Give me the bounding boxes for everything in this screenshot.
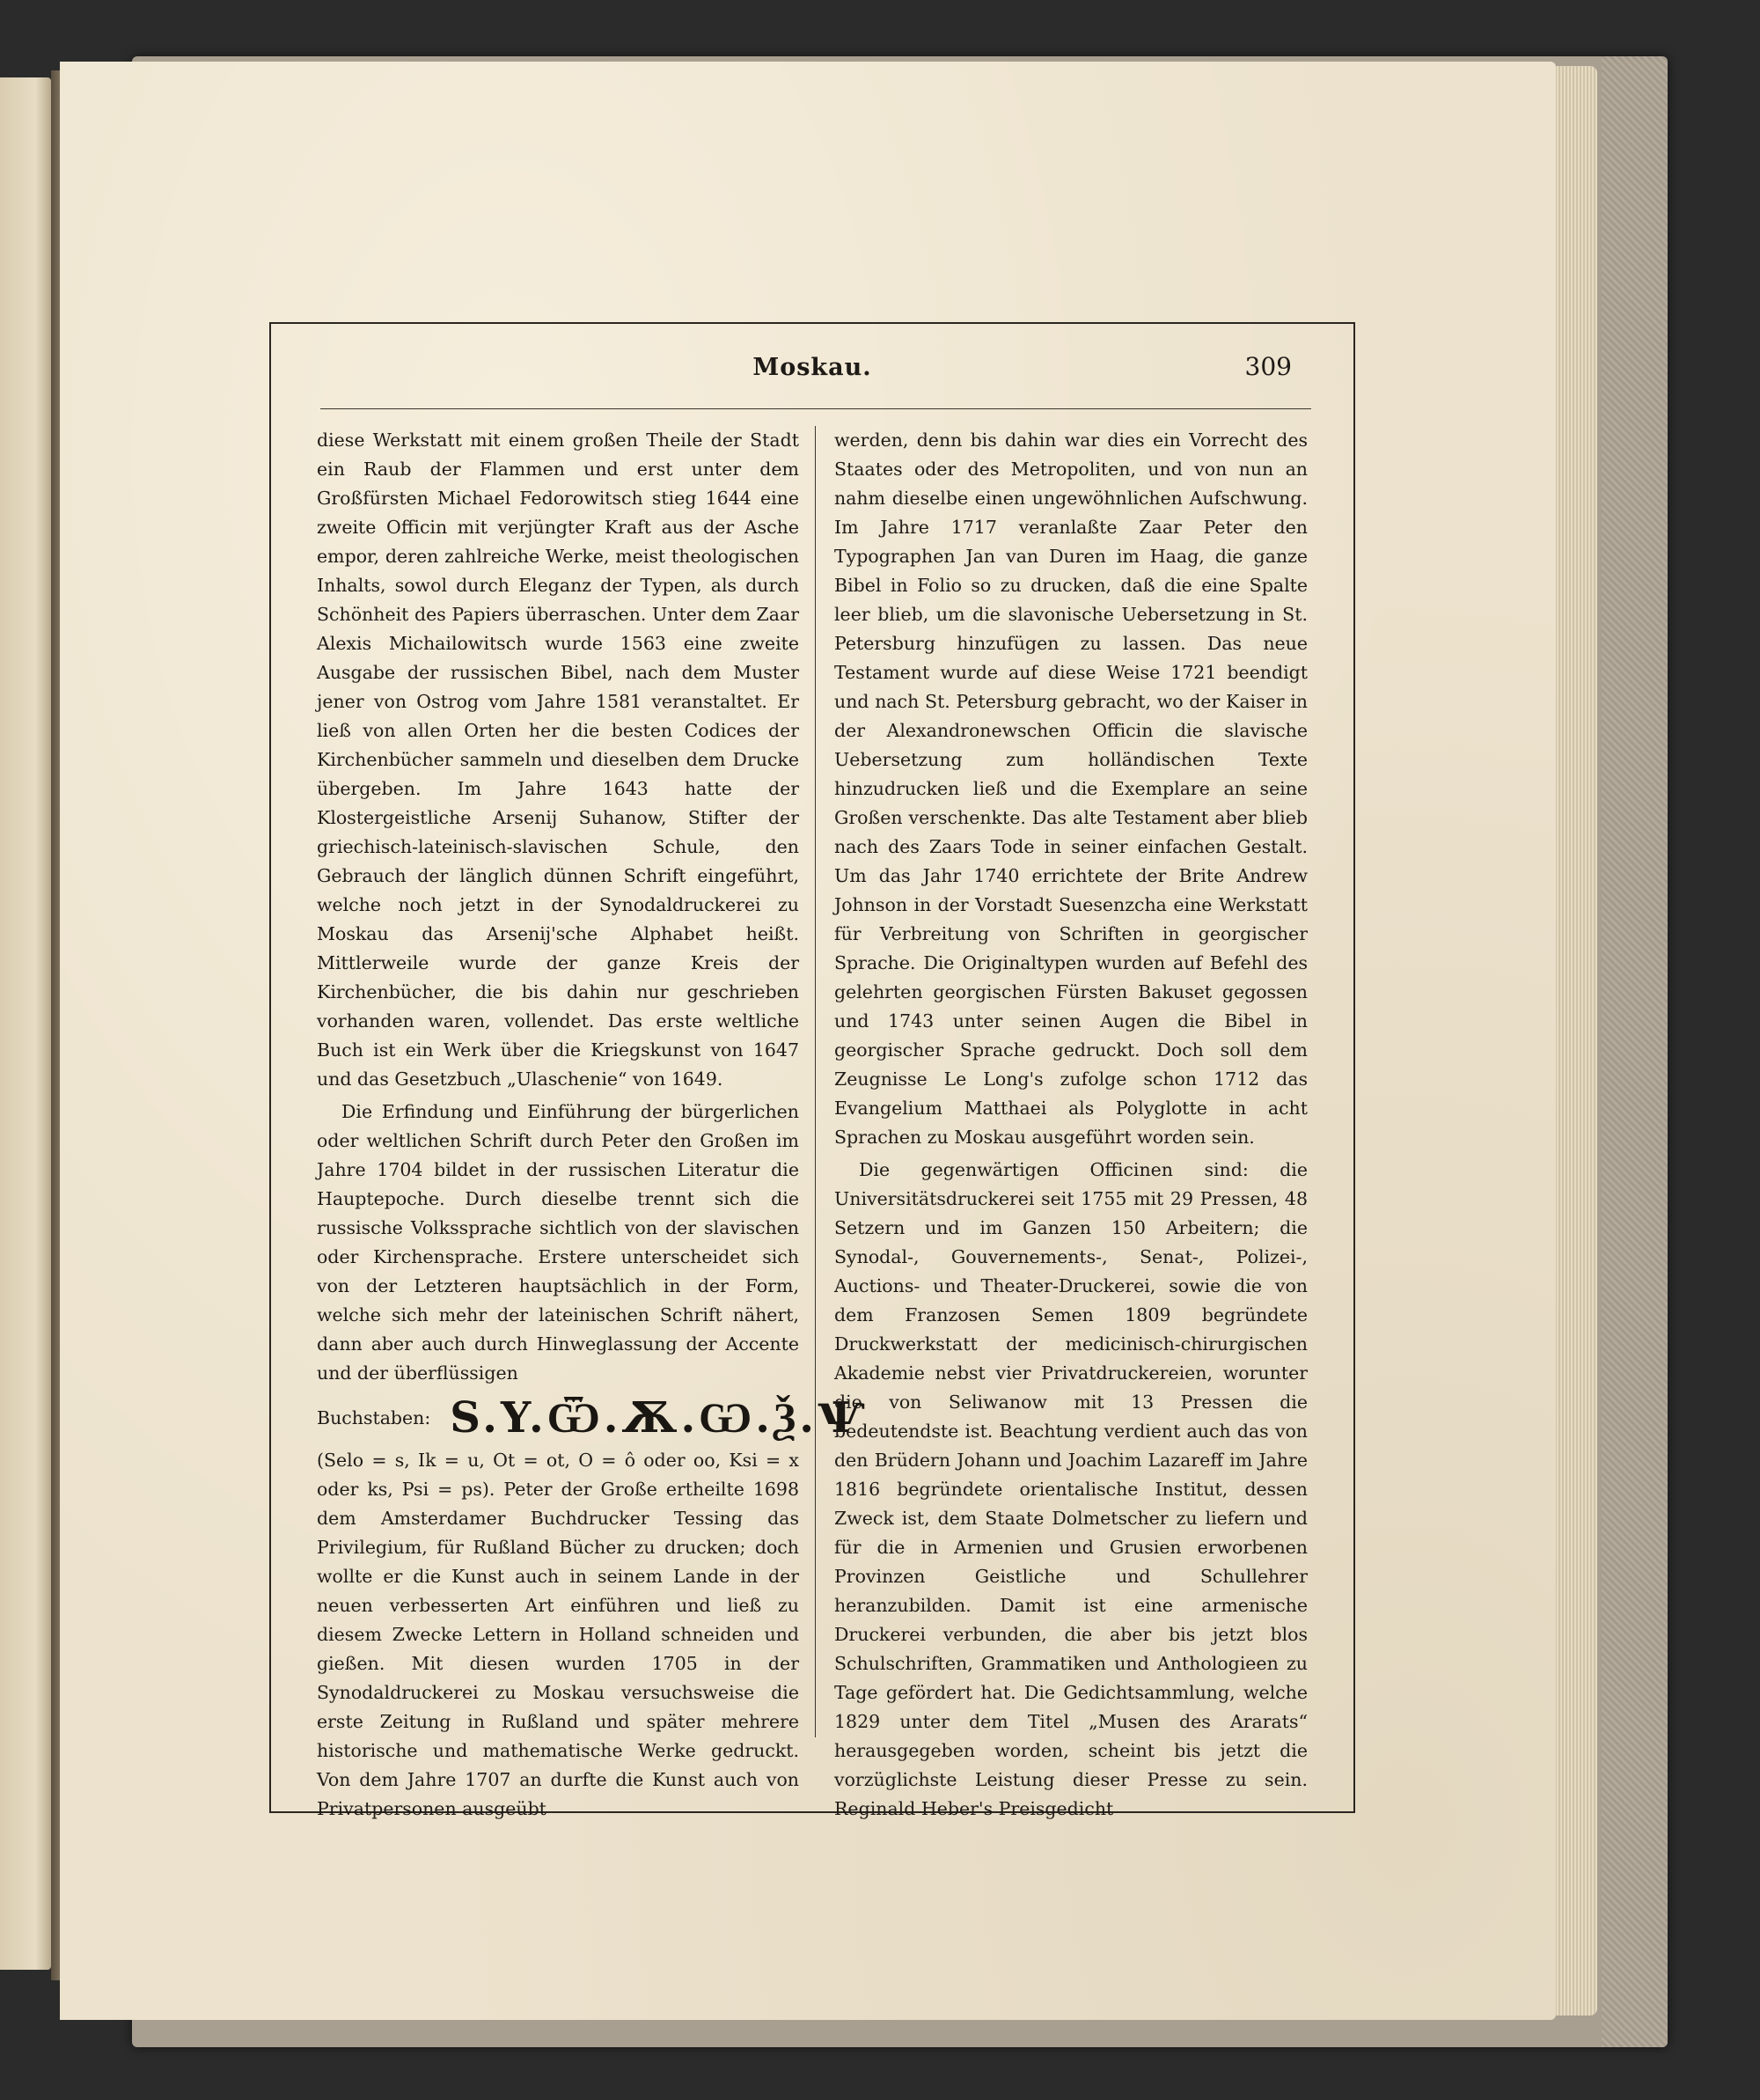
column-divider [815,426,816,1737]
text-frame [269,322,1355,1819]
glyph-label: Buchstaben: [317,1406,431,1428]
right-page [60,62,1556,2020]
left-column [317,426,868,1824]
page-title: Moskau. [752,354,872,381]
paragraph: Die gegenwärtigen Officinen sind: die Universitätsdruckerei seit 1755 mit 29 Pressen, 48 Setzern und im Ganzen 150 Arbeitern; die Synodal-, Gouvernements-, Senat-, Polizei-, Auctions- und Theater-Druckerei, sowie die von dem Franzosen Semen 1809 begründete Druckwerkstatt der medicinisch-chirurgischen Akademie nebst vier Privatdruckereien, worunter die von Seliwanow mit 13 Pressen die bedeutendste ist. Beachtung verdient auch das von den Brüdern Johann und Joachim Lazareff im Jahre 1816 begründete orientalische Institut, dessen Zweck ist, dem Staate Dolmetscher zu liefern und für die in Armenien und Grusien erworbenen Provinzen Geistliche und Schullehrer heranzubilden. Damit ist eine armenische Druckerei verbunden, die aber bis jetzt blos Schulschriften, Grammatiken und Anthologieen zu Tage gefördert hat. Die Gedichtsammlung, welche 1829 unter dem Titel „Musen des Ararats“ herausgegeben worden, scheint bis jetzt die vorzüglichste Leistung dieser Presse zu sein. Reginald Heber's Preisgedicht [834,1159,1308,1819]
page-number: 309 [1244,352,1292,381]
slavonic-letters-image: S.Y.Ѿ.Ѫ.Ѡ.Ѯ.Ѱ [450,1392,868,1443]
glyph-specimen [317,1390,868,1446]
right-column [834,426,1308,1824]
header-rule [320,408,1311,409]
paragraph: werden, denn bis dahin war dies ein Vorrecht des Staates oder des Metropoliten, und von nun an nahm dieselbe einen ungewöhnlichen Aufschwung. Im Jahre 1717 veranlaßte Zaar Peter den Typographen Jan van Duren im Haag, die ganze Bibel in Folio so zu drucken, daß die eine Spalte leer blieb, um die slavonische Uebersetzung in St. Petersburg hinzufügen zu lassen. Das neue Testament wurde auf diese Weise 1721 beendigt und nach St. Petersburg gebracht, wo der Kaiser in der Alexandronewschen Officin die slavische Uebersetzung zum holländischen Texte hinzudrucken ließ und die Exemplare an seine Großen verschenkte. Das alte Testament aber blieb nach des Zaars Tode in seiner einfachen Gestalt. Um das Jahr 1740 errichtete der Brite Andrew Johnson in der Vorstadt Suesenzcha eine Werkstatt für Verbreitung von Schriften in georgischer Sprache. Die Originaltypen wurden auf Befehl des gelehrten georgischen Fürsten Bakuset gegossen und 1743 unter seinen Augen die Bibel in georgischer Sprache gedruckt. Doch soll dem Zeugnisse Le Long's zufolge schon 1712 das Evangelium Matthaei als Polyglotte in acht Sprachen zu Moskau ausgeführt worden sein. [834,430,1308,1148]
paragraph: diese Werkstatt mit einem großen Theile der Stadt ein Raub der Flammen und erst unter dem Großfürsten Michael Fedorowitsch stieg 1644 eine zweite Officin mit verjüngter Kraft aus der Asche empor, deren zahlreiche Werke, meist theologischen Inhalts, sowol durch Eleganz der Typen, als durch Schönheit des Papiers überraschen. Unter dem Zaar Alexis Michailowitsch wurde 1563 eine zweite Ausgabe der russischen Bibel, nach dem Muster jener von Ostrog vom Jahre 1581 veranstaltet. Er ließ von allen Orten her die besten Codices der Kirchenbücher sammeln und dieselben dem Drucke übergeben. Im Jahre 1643 hatte der Klostergeistliche Arsenij Suhanow, Stifter der griechisch-lateinisch-slavischen Schule, den Gebrauch der länglich dünnen Schrift eingeführt, welche noch jetzt in der Synodaldruckerei zu Moskau das Arsenij'sche Alphabet heißt. Mittlerweile wurde der ganze Kreis der Kirchenbücher, die bis dahin nur geschrieben vorhanden waren, vollendet. Das erste weltliche Buch ist ein Werk über die Kriegskunst von 1647 und das Gesetzbuch „Ulaschenie“ von 1649. [317,430,799,1090]
paragraph: Die Erfindung und Einführung der bürgerlichen oder weltlichen Schrift durch Peter den Großen im Jahre 1704 bildet in der russischen Literatur die Hauptepoche. Durch dieselbe trennt sich die russische Volkssprache sichtlich von der slavischen oder Kirchensprache. Erstere unterscheidet sich von der Letzteren hauptsächlich in der Form, welche sich mehr der lateinischen Schrift nähert, dann aber auch durch Hinweglassung der Accente und der überflüssigen [317,1101,799,1384]
running-head [271,350,1353,385]
cover-edge [1602,56,1668,2047]
left-page-edge [0,77,51,1970]
paragraph: (Selo = s, Ik = u, Ot = ot, O = ô oder oo, Ksi = x oder ks, Psi = ps). Peter der Große ertheilte 1698 dem Amsterdamer Buchdrucker Tessing das Privilegium, für Rußland Bücher zu drucken; doch wollte er die Kunst auch in seinem Lande in der neuen verbesserten Art einführen und ließ zu diesem Zwecke Lettern in Holland schneiden und gießen. Mit diesen wurden 1705 in der Synodaldruckerei zu Moskau versuchsweise die erste Zeitung in Rußland und später mehrere historische und mathematische Werke gedruckt. Von dem Jahre 1707 an durfte die Kunst auch von Privatpersonen ausgeübt [317,1450,799,1819]
